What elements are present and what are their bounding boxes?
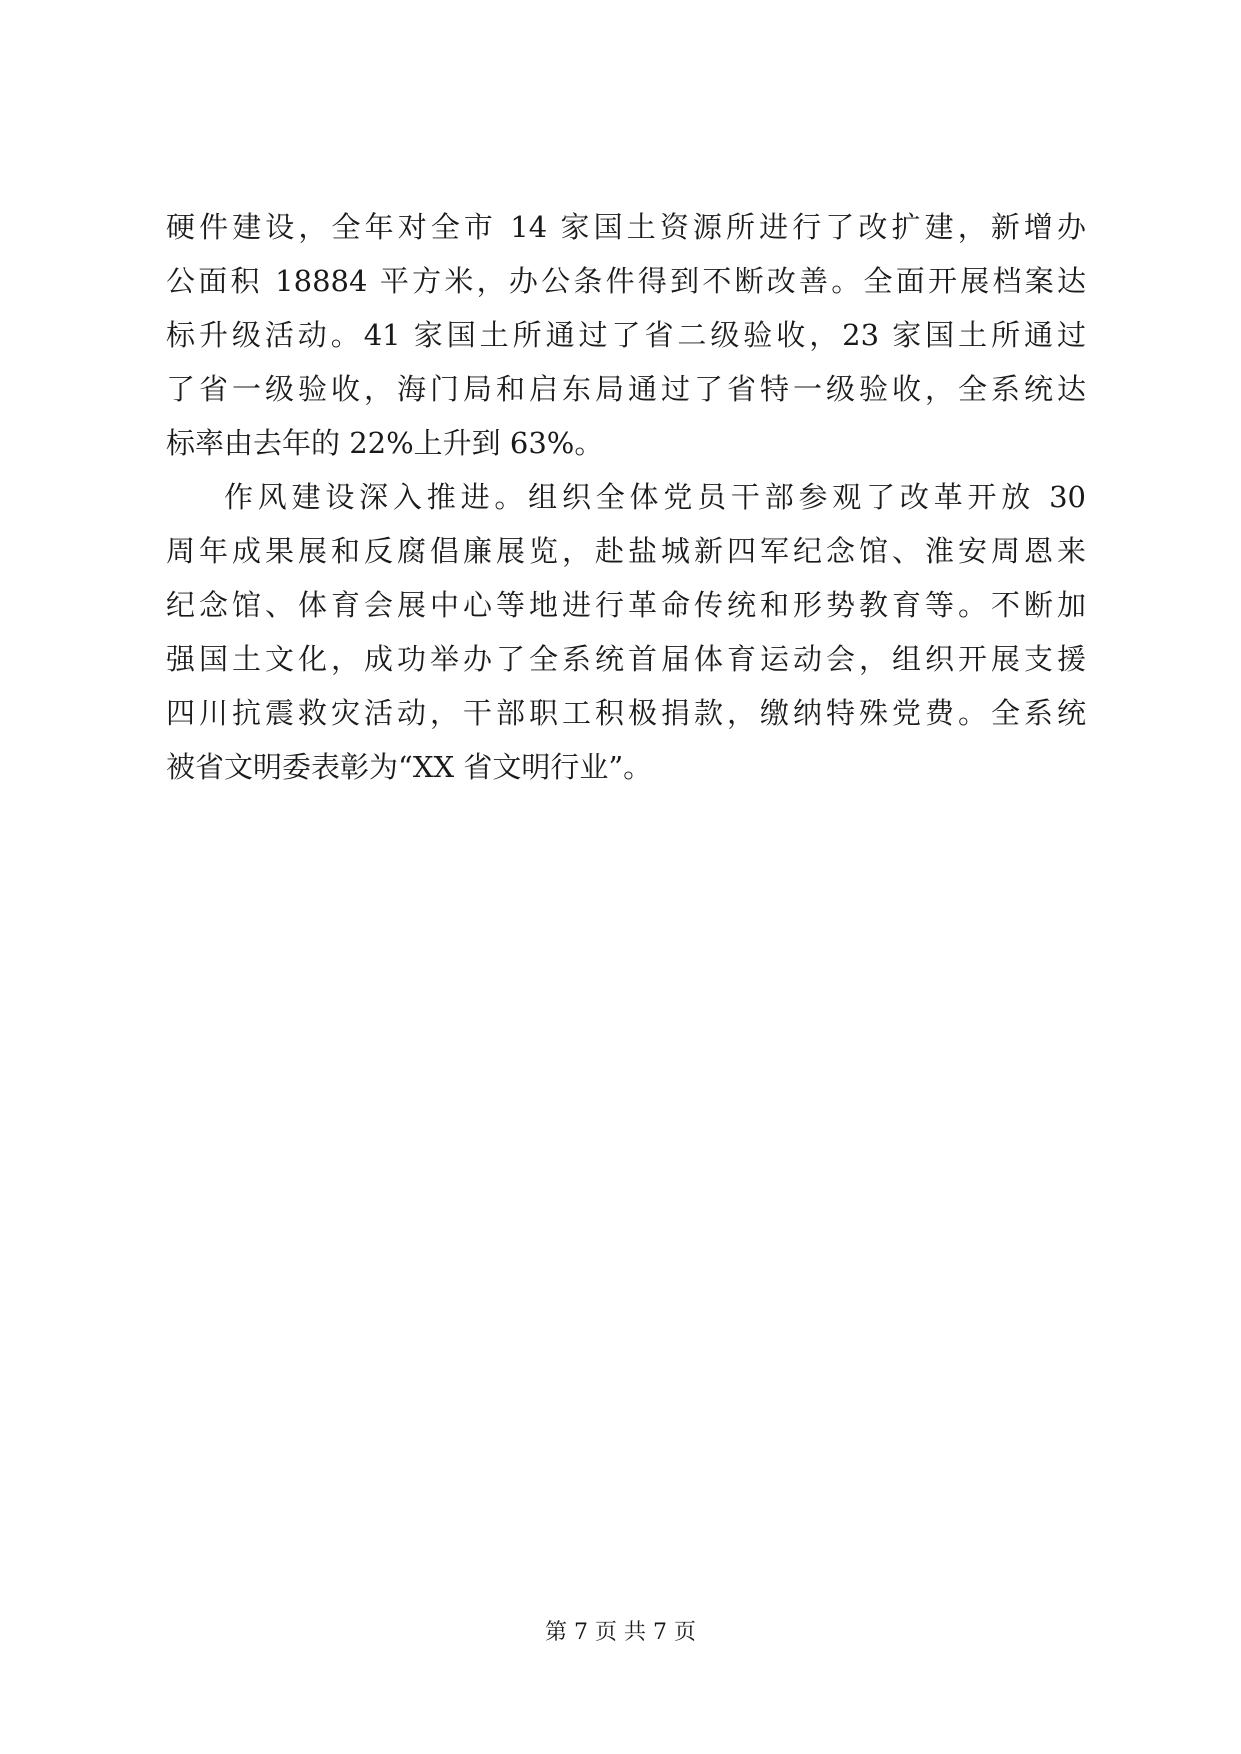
text-line: 了省一级验收，海门局和启东局通过了省特一级验收，全系统达 bbox=[166, 372, 1086, 406]
text-line: 纪念馆、体育会展中心等地进行革命传统和形势教育等。不断加 bbox=[166, 588, 1086, 622]
paragraph-work-style bbox=[166, 470, 1086, 794]
text-line: 标升级活动。41 家国土所通过了省二级验收，23 家国土所通过 bbox=[166, 318, 1086, 352]
text-line: 硬件建设，全年对全市 14 家国土资源所进行了改扩建，新增办 bbox=[166, 210, 1086, 244]
text-line: 四川抗震救灾活动，干部职工积极捐款，缴纳特殊党费。全系统 bbox=[166, 696, 1086, 730]
body-text bbox=[166, 200, 1086, 794]
text-line: 被省文明委表彰为“XX 省文明行业”。 bbox=[166, 750, 653, 784]
text-line: 强国土文化，成功举办了全系统首届体育运动会，组织开展支援 bbox=[166, 642, 1086, 676]
paragraph-hardware-construction bbox=[166, 200, 1086, 470]
page-number-footer: 第 7 页 共 7 页 bbox=[545, 1620, 696, 1645]
text-line: 标率由去年的 22%上升到 63%。 bbox=[166, 426, 604, 460]
text-line: 作风建设深入推进。组织全体党员干部参观了改革开放 30 bbox=[224, 480, 1086, 514]
text-line: 公面积 18884 平方米，办公条件得到不断改善。全面开展档案达 bbox=[166, 264, 1086, 298]
text-line: 周年成果展和反腐倡廉展览，赴盐城新四军纪念馆、淮安周恩来 bbox=[166, 534, 1086, 568]
